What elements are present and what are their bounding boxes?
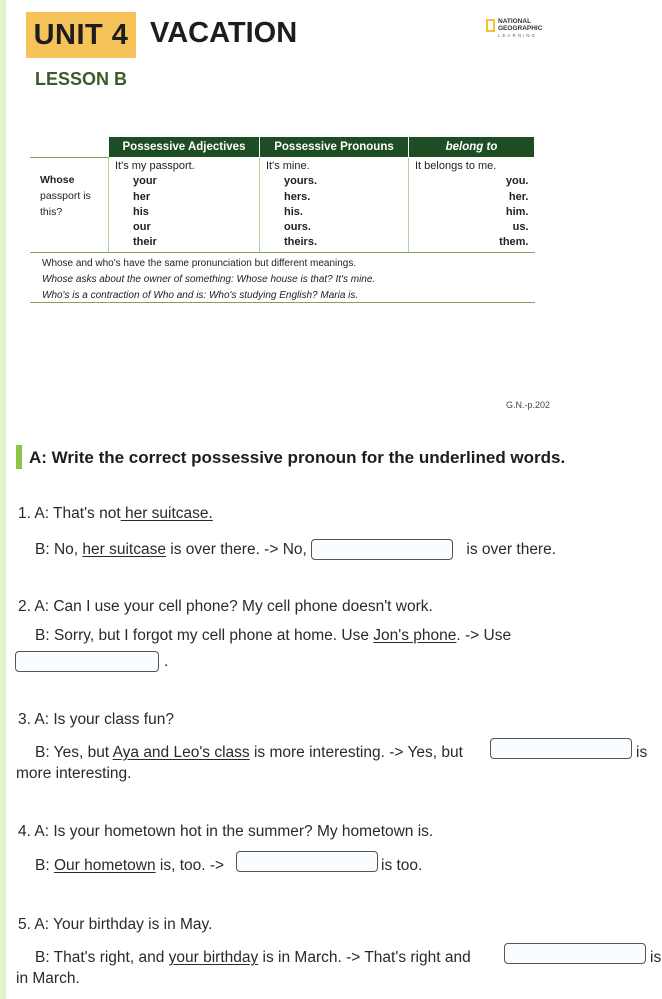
question-3-a: 3. A: Is your class fun? — [18, 711, 174, 728]
q5-b-text: B: That's right, and — [35, 949, 169, 966]
q4-b-text: is, too. -> — [155, 857, 225, 874]
table-body-row — [30, 158, 535, 253]
q2-b-underlined: Jon's phone — [373, 627, 457, 644]
pronoun-item: theirs. — [284, 236, 318, 249]
q2-b-text: . -> Use — [456, 627, 512, 644]
question-1-a — [18, 505, 213, 523]
exercise-accent-bar — [16, 445, 22, 469]
question-2-a: 2. A: Can I use your cell phone? My cell phone doesn't work. — [18, 598, 433, 615]
q3-answer-box[interactable] — [490, 738, 632, 759]
belong-to-item: you. — [505, 175, 529, 188]
belong-to-item: It belongs to me. — [415, 160, 497, 172]
q4-answer-box[interactable] — [236, 851, 378, 872]
q1-b-underlined: her suitcase — [82, 541, 166, 558]
question-4-a: 4. A: Is your hometown hot in the summer? My hometown is. — [18, 823, 434, 840]
unit-badge — [26, 12, 136, 58]
q5-b-underlined: your birthday — [168, 949, 259, 966]
q1-b-text: B: No, — [35, 541, 83, 558]
q3-b-underlined: Aya and Leo's class — [112, 744, 250, 761]
question-2-b — [35, 627, 511, 645]
adjective-item: your — [133, 175, 157, 188]
question-cell — [30, 158, 109, 253]
lesson-label: LESSON B — [35, 69, 128, 89]
q4-b-underlined: Our hometown — [53, 857, 156, 874]
grammar-reference: G.N.-p.202 — [506, 400, 551, 410]
q1-a-underlined: her suitcase. — [120, 505, 213, 522]
unit-title: VACATION — [150, 17, 298, 49]
publisher-line-1: NATIONAL — [498, 18, 532, 25]
q3-after-box: is — [636, 744, 648, 761]
page-edge-bar — [0, 0, 6, 999]
q1-answer-box[interactable] — [311, 539, 453, 560]
belong-to-item: her. — [508, 190, 529, 203]
q5-answer-box[interactable] — [504, 943, 646, 964]
question-line: passport is — [40, 190, 91, 202]
question-4-b — [35, 857, 224, 875]
belong-to-item: us. — [512, 221, 529, 234]
q1-b-text: is over there. — [462, 541, 557, 558]
table-header-belong-to: belong to — [409, 137, 535, 158]
table-header-adjectives: Possessive Adjectives — [109, 137, 260, 158]
q3-b-text: B: Yes, but — [35, 744, 113, 761]
pronoun-item: It's mine. — [266, 160, 310, 172]
belong-to-item: him. — [505, 205, 529, 218]
grammar-note: Whose asks about the owner of something: Whose house is that? It's mine. — [42, 274, 376, 285]
question-3-b-cont: more interesting. — [16, 765, 132, 782]
q5-after-box: is — [650, 949, 662, 966]
table-header-row — [30, 137, 535, 158]
grammar-note: Who's is a contraction of Who and is: Who's studying English? Maria is. — [42, 290, 359, 301]
q1-a-text: 1. A: That's not — [18, 505, 121, 522]
table-header-blank — [30, 137, 109, 158]
adjectives-cell — [109, 158, 260, 253]
question-1-b — [35, 539, 556, 560]
pronouns-cell — [260, 158, 409, 253]
question-line: this? — [40, 206, 63, 218]
pronoun-item: ours. — [284, 221, 311, 234]
q5-b-text: is in March. -> That's right and — [258, 949, 471, 966]
question-5-b-cont: in March. — [16, 970, 80, 987]
belong-to-cell — [409, 158, 535, 253]
pronoun-item: yours. — [284, 175, 318, 188]
question-line: Whose — [40, 174, 75, 186]
grammar-note: Whose and who's have the same pronunciation but different meanings. — [42, 258, 357, 269]
pronoun-item: his. — [284, 205, 303, 218]
question-5-a: 5. A: Your birthday is in May. — [18, 916, 213, 933]
q3-b-text: is more interesting. -> Yes, but — [249, 744, 463, 761]
unit-label: UNIT 4 — [33, 18, 129, 51]
exercise-title: A: Write the correct possessive pronoun for the underlined words. — [29, 448, 566, 467]
pronoun-item: hers. — [284, 190, 311, 203]
yellow-frame-icon — [486, 19, 495, 32]
question-3-b — [35, 744, 463, 762]
adjective-item: our — [133, 221, 151, 234]
q1-b-text: is over there. -> No, — [165, 541, 312, 558]
grammar-table — [30, 136, 535, 253]
adjective-item: her — [133, 190, 151, 203]
publisher-logo — [486, 18, 542, 39]
q4-b-text: B: — [35, 857, 54, 874]
belong-to-item: them. — [499, 236, 529, 249]
adjective-item: their — [133, 236, 157, 249]
publisher-line-2: GEOGRAPHIC — [498, 25, 543, 32]
publisher-line-3: LEARNING — [498, 33, 538, 38]
grammar-notes — [30, 256, 535, 304]
adjective-item: It's my passport. — [115, 160, 195, 172]
q2-b-text: B: Sorry, but I forgot my cell phone at home. Use — [35, 627, 374, 644]
question-5-b — [35, 949, 471, 967]
q4-after-box: is too. — [381, 857, 423, 874]
q2-answer-box[interactable] — [15, 651, 159, 672]
table-header-pronouns: Possessive Pronouns — [260, 137, 409, 158]
adjective-item: his — [133, 205, 149, 218]
publisher-text — [498, 18, 542, 39]
notes-divider — [30, 302, 535, 303]
question-2-b-cont — [15, 651, 168, 672]
q2-end: . — [164, 653, 169, 670]
